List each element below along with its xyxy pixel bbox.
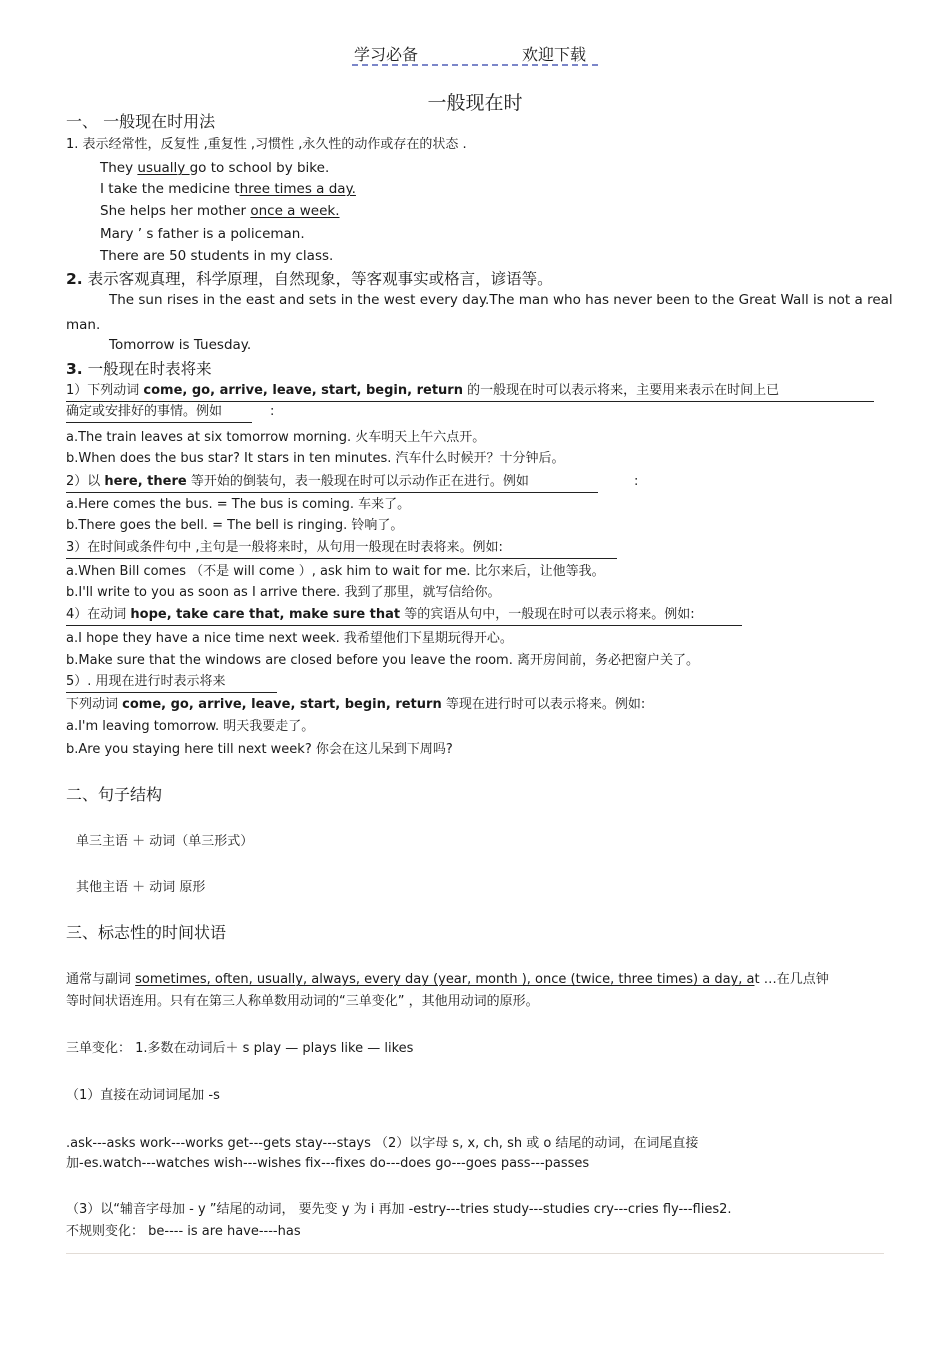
sub2-line: 2）以 here, there 等开始的倒装句，表一般现在时可以示动作正在进行。例如 :	[66, 473, 638, 493]
sub5-line: 下列动词 come, go, arrive, leave, start, begin, return 等现在进行时可以表示将来。例如:	[66, 697, 646, 712]
sub1-example-b: b.When does the bus star? It stars in ten minutes. 汽车什么时候开？十分钟后。	[66, 451, 565, 466]
example-line: I take the medicine three times a day.	[100, 181, 356, 197]
rule3-line1: （3）以“辅音字母加 - y ”结尾的动词， 要先变 y 为 i 再加 -estry---tries study---studies cry---cries fly---flies2.	[66, 1202, 732, 1217]
rule1-line: 三单变化： 1.多数在动词后＋ s play — plays like — likes	[66, 1041, 414, 1056]
section2-heading: 二、句子结构	[66, 785, 163, 804]
examples-line1: .ask---asks work---works get---gets stay---stays （2）以字母 s, x, ch, sh 或 o 结尾的动词，在词尾直接	[66, 1136, 699, 1151]
examples-line2: 加-es.watch---watches wish---wishes fix---fixes do---does go---goes pass---passes	[66, 1156, 590, 1171]
sub5-heading: 5）. 用现在进行时表示将来	[66, 673, 277, 693]
sub5-example-b: b.Are you staying here till next week? 你会在这儿呆到下周吗?	[66, 742, 453, 757]
document-title: 一般现在时	[427, 92, 523, 114]
structure-line1: 单三主语 ＋ 动词（单三形式）	[76, 834, 254, 849]
rule3-line2: 不规则变化： be---- is are have----has	[66, 1224, 301, 1239]
sub3-line: 3）在时间或条件句中 ,主句是一般将来时，从句用一般现在时表将来。例如:	[66, 539, 617, 559]
adverbs-line1: 通常与副词 sometimes, often, usually, always, every day (year, month ), once (twice, three times) a day, at …在几点钟	[66, 972, 829, 987]
sub1-line1: 1）下列动词 come, go, arrive, leave, start, begin, return 的一般现在时可以表示将来，主要用来表示在时间上已	[66, 382, 874, 402]
sub4-example-a: a.I hope they have a nice time next week. 我希望他们下星期玩得开心。	[66, 631, 513, 646]
sub2-example-a: a.Here comes the bus. = The bus is coming. 车来了。	[66, 497, 411, 512]
adverbs-line2: 等时间状语连用。只有在第三人称单数用动词的“三单变化” ，其他用动词的原形。	[66, 994, 539, 1009]
sub3-example-b: b.I'll write to you as soon as I arrive there. 我到了那里，就写信给你。	[66, 585, 501, 600]
item2-line1: The sun rises in the east and sets in the west every day.The man who has never been to the Great Wall is not a real	[109, 292, 893, 308]
example-line: They usually go to school by bike.	[100, 160, 330, 176]
sub2-example-b: b.There goes the bell. = The bell is ringing. 铃响了。	[66, 518, 404, 533]
item2-line3: Tomorrow is Tuesday.	[109, 337, 252, 353]
sub4-line: 4）在动词 hope, take care that, make sure that 等的宾语从句中，一般现在时可以表示将来。例如:	[66, 606, 742, 626]
item2-line2: man.	[66, 317, 101, 333]
header-left-text: 学习必备	[354, 45, 419, 64]
section3-heading: 三、标志性的时间状语	[66, 923, 227, 942]
sub1-line2: 确定或安排好的事情。例如 :	[66, 403, 274, 423]
page-header	[352, 40, 598, 66]
sub3-example-a: a.When Bill comes （不是 will come ）, ask him to wait for me. 比尔来后，让他等我。	[66, 564, 605, 579]
header-right-text: 欢迎下载	[522, 45, 587, 64]
section1-heading: 一、 一般现在时用法	[66, 112, 216, 131]
example-line: There are 50 students in my class.	[100, 248, 334, 264]
item3-heading: 3. 一般现在时表将来	[66, 360, 212, 378]
structure-line2: 其他主语 ＋ 动词 原形	[76, 880, 206, 895]
item1-text: 1. 表示经常性，反复性 ,重复性 ,习惯性 ,永久性的动作或存在的状态 .	[66, 137, 467, 152]
sub5-example-a: a.I'm leaving tomorrow. 明天我要走了。	[66, 719, 315, 734]
item2-heading: 2. 表示客观真理，科学原理，自然现象，等客观事实或格言，谚语等。	[66, 270, 553, 288]
example-line: Mary ’ s father is a policeman.	[100, 226, 305, 242]
sub4-example-b: b.Make sure that the windows are closed before you leave the room. 离开房间前，务必把窗户关了。	[66, 653, 699, 668]
footer-divider	[66, 1253, 884, 1254]
sub1-example-a: a.The train leaves at six tomorrow morning. 火车明天上午六点开。	[66, 430, 486, 445]
rule1-sub: （1）直接在动词词尾加 -s	[66, 1088, 220, 1103]
example-line: She helps her mother once a week.	[100, 203, 340, 219]
